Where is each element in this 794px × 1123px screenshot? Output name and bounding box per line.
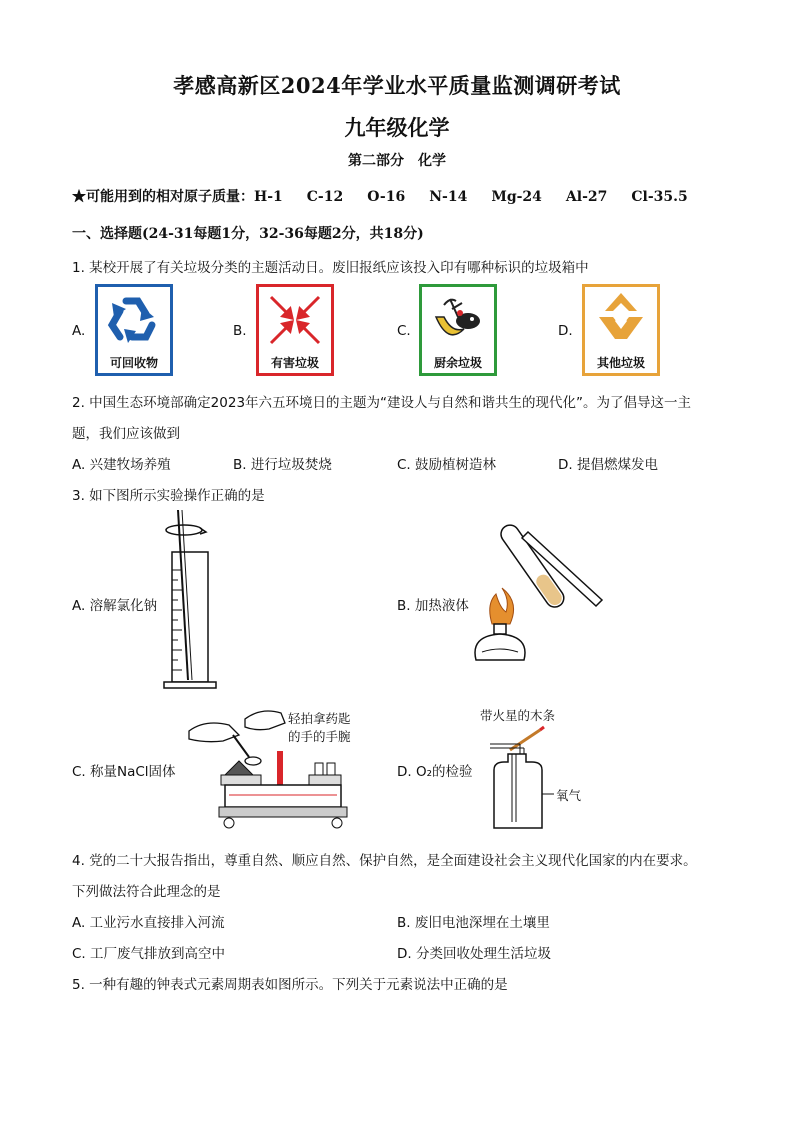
recycle-icon	[98, 287, 170, 353]
q1-option-b-letter: B.	[233, 323, 247, 339]
q1-option-b-caption: 有害垃圾	[270, 356, 319, 370]
section-title: 一、选择题(24-31每题1分，32-36每题2分，共18分)	[72, 226, 424, 242]
atomic-mass-item: H-1	[254, 189, 283, 205]
question-1-text: 1. 某校开展了有关垃圾分类的主题活动日。废旧报纸应该投入印有哪种标识的垃圾箱中	[72, 260, 589, 276]
atomic-mass-item: N-14	[429, 189, 468, 205]
hazard-arrows-icon	[259, 287, 331, 353]
q2-option-a: A. 兴建牧场养殖	[72, 457, 171, 473]
q1-option-c-bin	[419, 284, 497, 376]
q1-option-c-caption: 厨余垃圾	[433, 356, 482, 370]
question-3-text: 3. 如下图所示实验操作正确的是	[72, 488, 265, 504]
balance-icon	[185, 705, 365, 833]
atomic-mass-item: C-12	[306, 189, 344, 205]
atomic-mass-label: ★可能用到的相对原子质量：	[72, 189, 254, 205]
q1-option-b-bin	[256, 284, 334, 376]
question-2-line-1: 2. 中国生态环境部确定2023年六五环境日的主题为“建设人与自然和谐共生的现代化”。为了倡导这一主	[72, 395, 692, 411]
q3-option-c-label: C. 称量NaCl固体	[72, 764, 176, 780]
q2-option-c: C. 鼓励植树造林	[397, 457, 497, 473]
q3-option-d-label: D. O₂的检验	[397, 764, 473, 780]
q3-option-d-note-side: 氧气	[556, 788, 582, 803]
other-waste-icon	[585, 287, 657, 353]
q1-option-c-letter: C.	[397, 323, 411, 339]
gas-bottle-icon	[486, 724, 556, 832]
q3-option-a-label: A. 溶解氯化钠	[72, 598, 158, 614]
part-label: 第二部分 化学	[348, 153, 446, 169]
atomic-mass-item: Al-27	[565, 189, 608, 205]
atomic-mass-item: Cl-35.5	[631, 189, 688, 205]
q1-option-d-caption: 其他垃圾	[596, 356, 645, 370]
q4-option-d: D. 分类回收处理生活垃圾	[397, 946, 551, 962]
q1-option-a-letter: A.	[72, 323, 86, 339]
q4-option-b: B. 废旧电池深埋在土壤里	[397, 915, 550, 931]
q2-option-d: D. 提倡燃煤发电	[558, 457, 658, 473]
graduated-cylinder-icon	[160, 510, 220, 692]
q1-option-d-letter: D.	[558, 323, 573, 339]
atomic-mass-item: O-16	[367, 189, 406, 205]
atomic-mass-item: Mg-24	[491, 189, 542, 205]
q1-option-a-caption: 可回收物	[109, 356, 158, 370]
food-waste-icon	[422, 287, 494, 353]
alcohol-lamp-icon	[466, 516, 606, 668]
q3-option-d-note-top: 带火星的木条	[480, 708, 556, 723]
exam-subtitle: 九年级化学	[344, 115, 450, 140]
q2-option-b: B. 进行垃圾焚烧	[233, 457, 332, 473]
q3-option-b-label: B. 加热液体	[397, 598, 469, 614]
question-4-line-1: 4. 党的二十大报告指出，尊重自然、顺应自然、保护自然，是全面建设社会主义现代化国家的内在要求。	[72, 853, 697, 869]
question-2-line-2: 题，我们应该做到	[72, 426, 180, 442]
question-4-line-2: 下列做法符合此理念的是	[72, 884, 221, 900]
q1-option-d-bin	[582, 284, 660, 376]
q3-option-c-note-1: 轻拍拿药匙	[288, 711, 351, 726]
atomic-mass-line	[72, 186, 712, 206]
q4-option-c: C. 工厂废气排放到高空中	[72, 946, 226, 962]
q1-option-a-bin	[95, 284, 173, 376]
exam-title: 孝感高新区2024年学业水平质量监测调研考试	[173, 73, 621, 98]
q3-option-c-note-2: 的手的手腕	[288, 729, 351, 744]
question-5-text: 5. 一种有趣的钟表式元素周期表如图所示。下列关于元素说法中正确的是	[72, 977, 508, 993]
q4-option-a: A. 工业污水直接排入河流	[72, 915, 225, 931]
